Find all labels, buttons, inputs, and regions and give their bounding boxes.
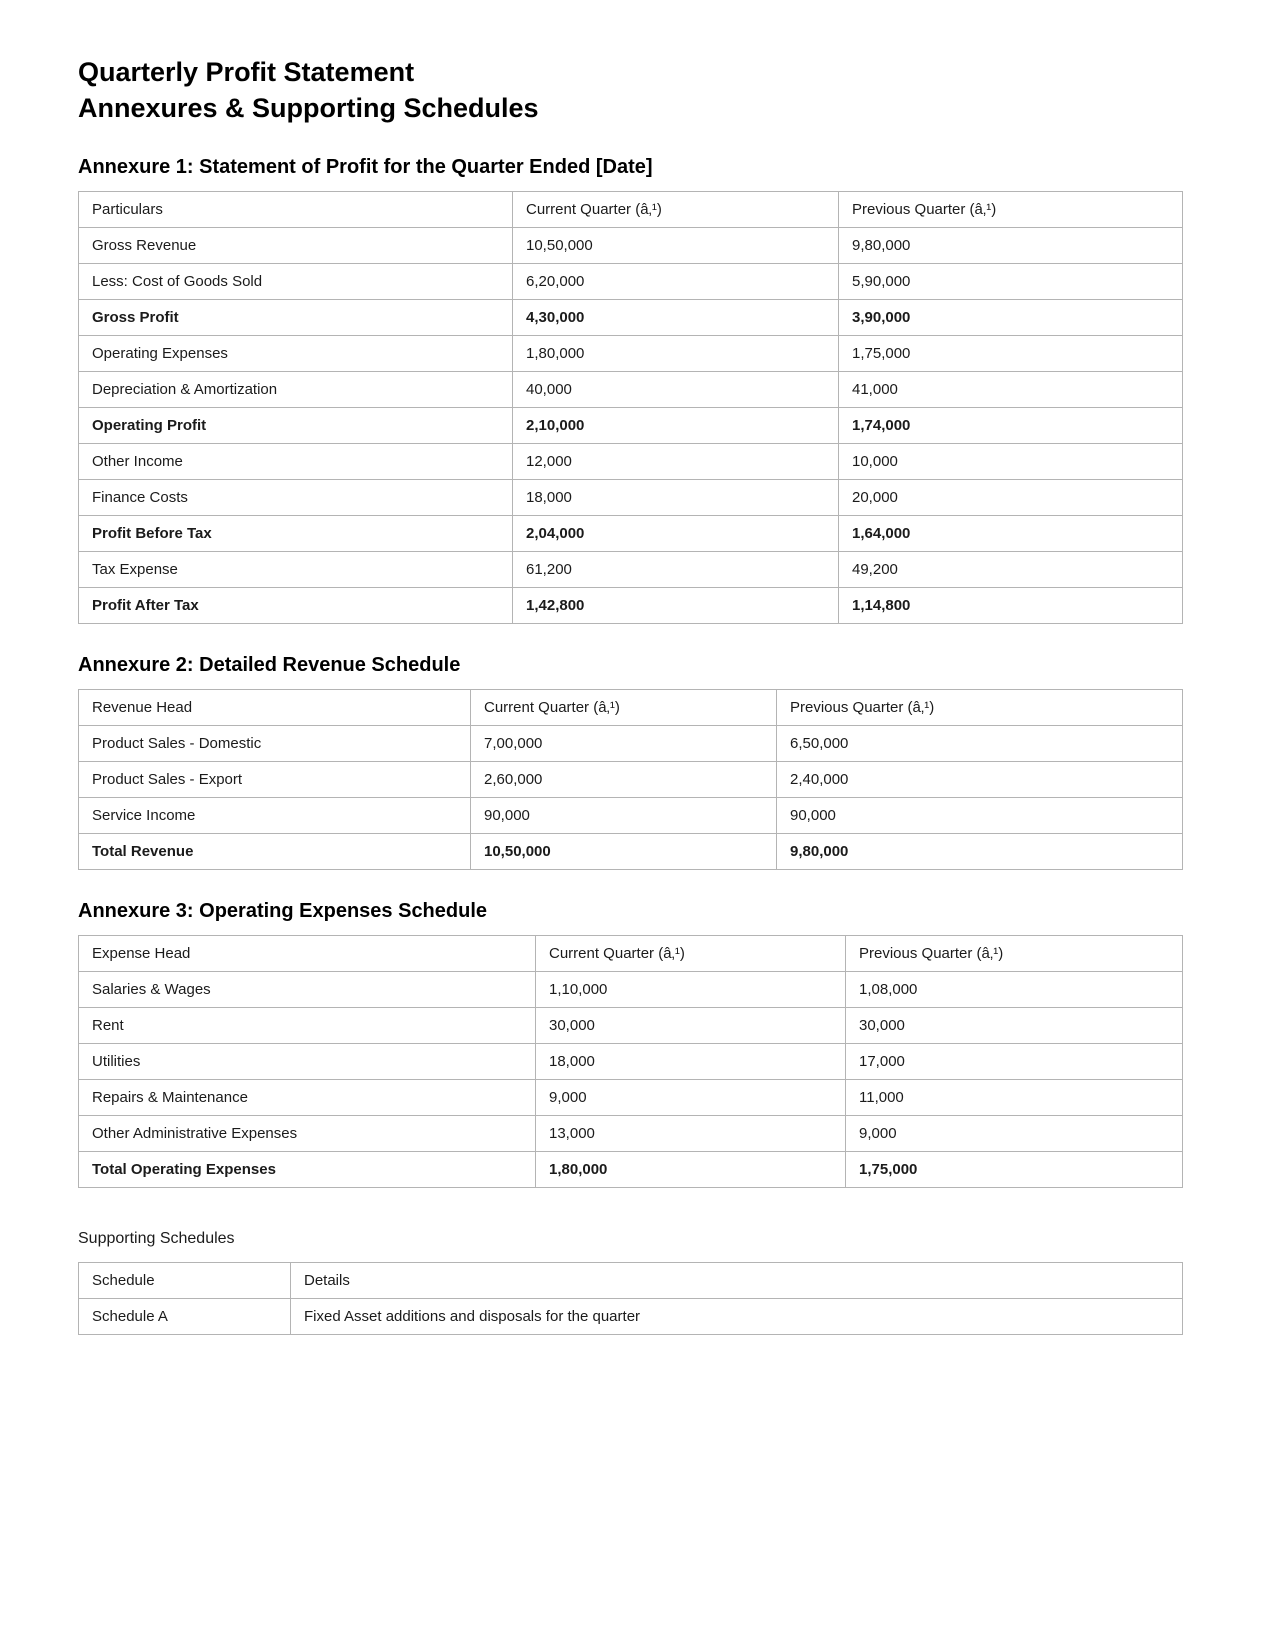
- cell-previous: 11,000: [846, 1080, 1183, 1116]
- cell-previous: 6,50,000: [777, 726, 1183, 762]
- column-header-details: Details: [291, 1263, 1183, 1299]
- table-row: [79, 726, 1183, 762]
- table-row-total: [79, 300, 1183, 336]
- cell-label: Finance Costs: [79, 480, 513, 516]
- cell-current: 2,60,000: [471, 762, 777, 798]
- cell-label: Less: Cost of Goods Sold: [79, 264, 513, 300]
- cell-previous: 1,08,000: [846, 972, 1183, 1008]
- supporting-schedules-label: Supporting Schedules: [78, 1230, 235, 1247]
- column-header-particulars: Particulars: [79, 192, 513, 228]
- cell-current: 13,000: [536, 1116, 846, 1152]
- cell-current: 90,000: [471, 798, 777, 834]
- cell-current: 61,200: [513, 552, 839, 588]
- cell-label: Product Sales - Domestic: [79, 726, 471, 762]
- cell-previous: 1,64,000: [839, 516, 1183, 552]
- cell-previous: 5,90,000: [839, 264, 1183, 300]
- table-row: [79, 336, 1183, 372]
- column-header-schedule: Schedule: [79, 1263, 291, 1299]
- cell-current: 9,000: [536, 1080, 846, 1116]
- cell-current: 10,50,000: [513, 228, 839, 264]
- cell-previous: 9,80,000: [839, 228, 1183, 264]
- table-row: [79, 264, 1183, 300]
- document-title-line2: Annexures & Supporting Schedules: [78, 93, 539, 123]
- cell-current: 10,50,000: [471, 834, 777, 870]
- cell-label: Other Administrative Expenses: [79, 1116, 536, 1152]
- cell-current: 40,000: [513, 372, 839, 408]
- table-row: [79, 762, 1183, 798]
- document-title-line1: Quarterly Profit Statement: [78, 57, 415, 87]
- cell-current: 2,04,000: [513, 516, 839, 552]
- cell-label: Depreciation & Amortization: [79, 372, 513, 408]
- cell-label: Gross Revenue: [79, 228, 513, 264]
- table-row-total: [79, 588, 1183, 624]
- column-header-current-quarter: Current Quarter (â‚¹): [513, 192, 839, 228]
- column-header-expense-head: Expense Head: [79, 936, 536, 972]
- cell-current: 4,30,000: [513, 300, 839, 336]
- table-row: [79, 972, 1183, 1008]
- cell-previous: 20,000: [839, 480, 1183, 516]
- cell-label: Operating Profit: [79, 408, 513, 444]
- cell-label: Gross Profit: [79, 300, 513, 336]
- table-header-row: [79, 1263, 1183, 1299]
- cell-label: Repairs & Maintenance: [79, 1080, 536, 1116]
- cell-label: Rent: [79, 1008, 536, 1044]
- cell-previous: 49,200: [839, 552, 1183, 588]
- cell-current: 1,80,000: [536, 1152, 846, 1188]
- cell-label: Service Income: [79, 798, 471, 834]
- cell-current: 30,000: [536, 1008, 846, 1044]
- table-row-total: [79, 408, 1183, 444]
- table-row: [79, 798, 1183, 834]
- cell-schedule: Schedule A: [79, 1299, 291, 1335]
- annexure1-table: [78, 191, 1183, 624]
- annexure2-table: [78, 689, 1183, 870]
- cell-previous: 10,000: [839, 444, 1183, 480]
- column-header-previous-quarter: Previous Quarter (â‚¹): [839, 192, 1183, 228]
- cell-current: 18,000: [513, 480, 839, 516]
- cell-label: Total Operating Expenses: [79, 1152, 536, 1188]
- table-row: [79, 372, 1183, 408]
- cell-previous: 1,75,000: [839, 336, 1183, 372]
- cell-previous: 2,40,000: [777, 762, 1183, 798]
- column-header-current-quarter: Current Quarter (â‚¹): [471, 690, 777, 726]
- cell-current: 1,42,800: [513, 588, 839, 624]
- table-row: [79, 552, 1183, 588]
- cell-label: Tax Expense: [79, 552, 513, 588]
- cell-label: Total Revenue: [79, 834, 471, 870]
- cell-current: 1,10,000: [536, 972, 846, 1008]
- cell-current: 2,10,000: [513, 408, 839, 444]
- cell-current: 18,000: [536, 1044, 846, 1080]
- cell-previous: 9,000: [846, 1116, 1183, 1152]
- cell-label: Profit Before Tax: [79, 516, 513, 552]
- table-row: [79, 444, 1183, 480]
- cell-current: 12,000: [513, 444, 839, 480]
- table-row: [79, 1008, 1183, 1044]
- cell-current: 6,20,000: [513, 264, 839, 300]
- column-header-revenue-head: Revenue Head: [79, 690, 471, 726]
- cell-label: Utilities: [79, 1044, 536, 1080]
- table-row-total: [79, 1152, 1183, 1188]
- cell-previous: 9,80,000: [777, 834, 1183, 870]
- cell-previous: 17,000: [846, 1044, 1183, 1080]
- cell-current: 7,00,000: [471, 726, 777, 762]
- cell-label: Product Sales - Export: [79, 762, 471, 798]
- cell-label: Other Income: [79, 444, 513, 480]
- table-header-row: [79, 192, 1183, 228]
- table-row: [79, 480, 1183, 516]
- annexure2-heading: Annexure 2: Detailed Revenue Schedule: [78, 654, 461, 676]
- table-row: [79, 1044, 1183, 1080]
- table-row: [79, 228, 1183, 264]
- cell-label: Operating Expenses: [79, 336, 513, 372]
- table-header-row: [79, 690, 1183, 726]
- cell-details: Fixed Asset additions and disposals for the quarter: [291, 1299, 1183, 1335]
- supporting-schedules-table: [78, 1262, 1183, 1335]
- cell-previous: 3,90,000: [839, 300, 1183, 336]
- cell-previous: 30,000: [846, 1008, 1183, 1044]
- cell-label: Salaries & Wages: [79, 972, 536, 1008]
- cell-label: Profit After Tax: [79, 588, 513, 624]
- annexure1-heading: Annexure 1: Statement of Profit for the Quarter Ended [Date]: [78, 156, 653, 178]
- table-row: [79, 1116, 1183, 1152]
- document-title: [78, 54, 1182, 126]
- cell-previous: 1,75,000: [846, 1152, 1183, 1188]
- annexure3-table: [78, 935, 1183, 1188]
- column-header-previous-quarter: Previous Quarter (â‚¹): [846, 936, 1183, 972]
- column-header-previous-quarter: Previous Quarter (â‚¹): [777, 690, 1183, 726]
- cell-previous: 41,000: [839, 372, 1183, 408]
- cell-previous: 1,14,800: [839, 588, 1183, 624]
- cell-previous: 90,000: [777, 798, 1183, 834]
- table-header-row: [79, 936, 1183, 972]
- supporting-schedules-clipped-region: [78, 1262, 1182, 1325]
- cell-previous: 1,74,000: [839, 408, 1183, 444]
- cell-current: 1,80,000: [513, 336, 839, 372]
- table-row-total: [79, 834, 1183, 870]
- annexure3-heading: Annexure 3: Operating Expenses Schedule: [78, 900, 488, 922]
- table-row-total: [79, 516, 1183, 552]
- table-row: [79, 1080, 1183, 1116]
- table-row: [79, 1299, 1183, 1335]
- column-header-current-quarter: Current Quarter (â‚¹): [536, 936, 846, 972]
